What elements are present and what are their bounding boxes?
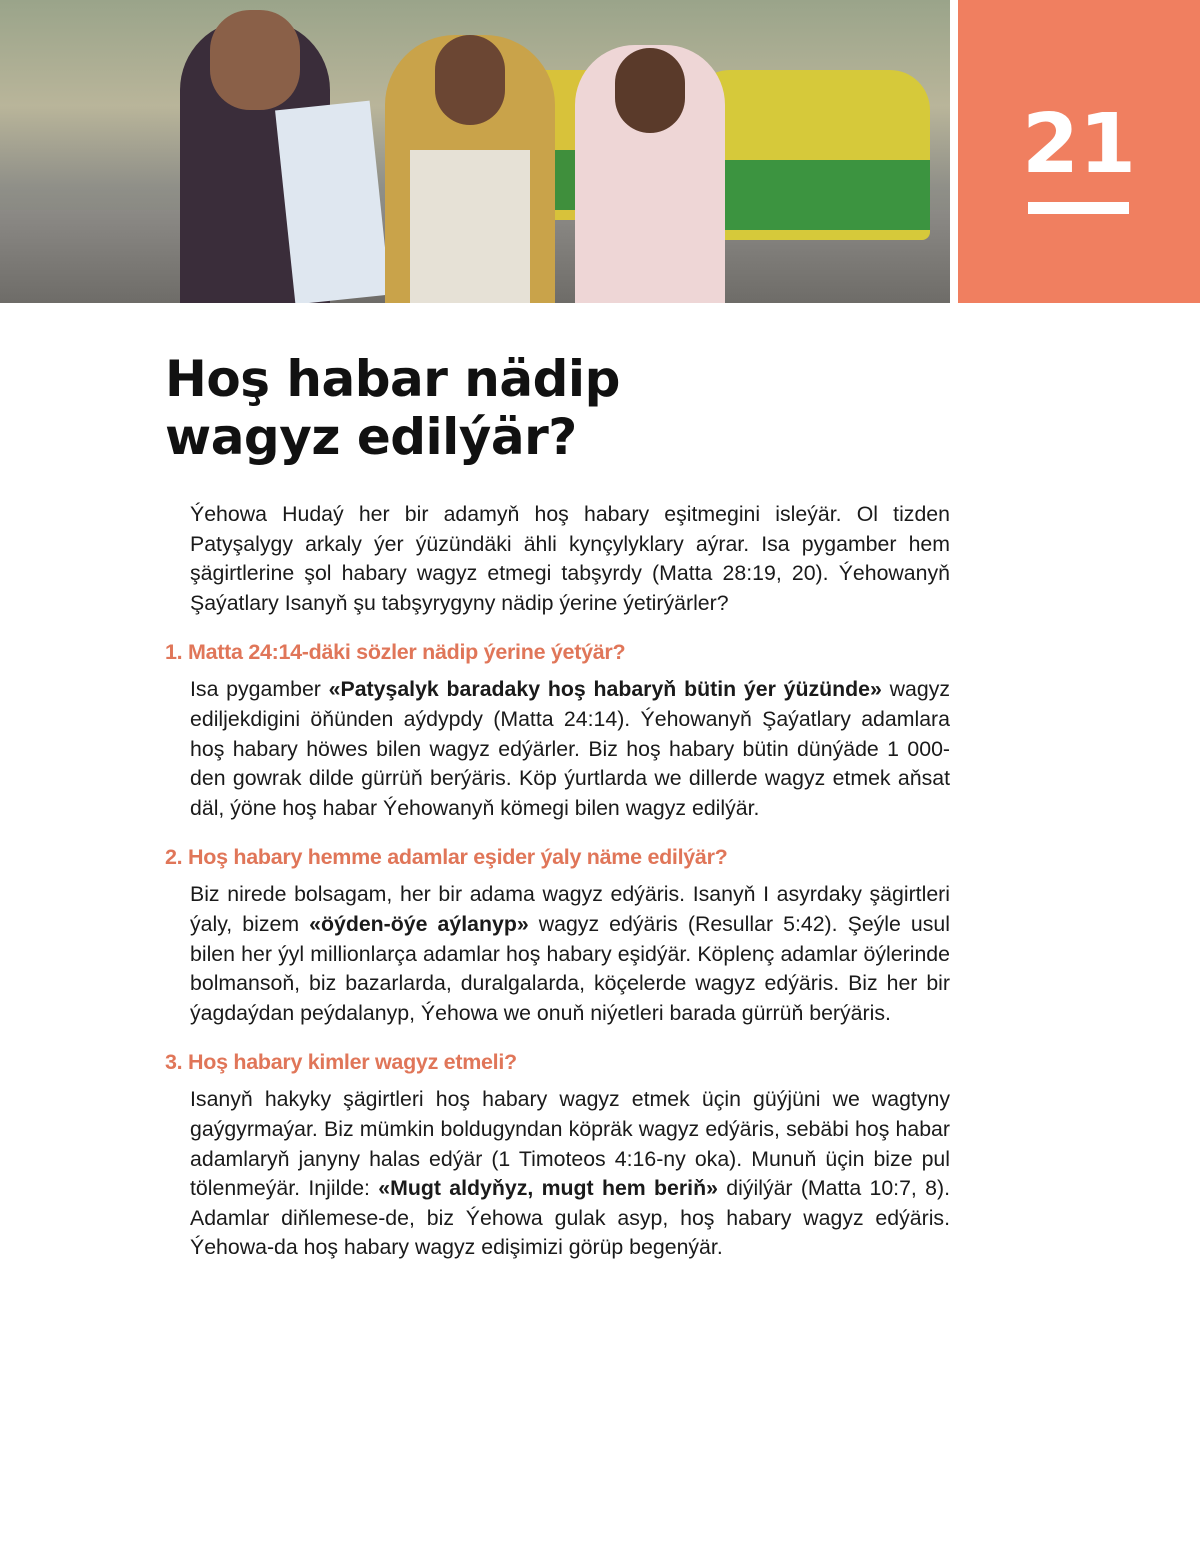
answer-text: diýilýär (Matta 10:7, 8). Adamlar diňlemese-de, biz Ýehowa gulak asyp, hoş habary wagyz edýäris. Ýehowa-da hoş habary wagyz edişimizi görüp begenýär.: [190, 1176, 950, 1260]
emphasized-quote: «Patyşalyk baradaky hoş habaryň bütin ýer ýüzünde»: [328, 677, 882, 702]
answer-text: wagyz ediljekdigini öňünden aýdypdy (Matta 24:14). Ýehowanyň Şaýatlary adamlara hoş habary höwes bilen wagyz edýärler. Biz hoş habary bütin dünýäde 1 000-den gowrak dilde gürrüň berýäris. Köp ýurtlarda we dillerde wagyz etmek aňsat däl, ýöne hoş habar Ýehowanyň kömegi bilen wagyz edilýär.: [190, 677, 950, 820]
section-question: 1. Matta 24:14-däki sözler nädip ýerine ýetýär?: [165, 640, 626, 665]
person-dress: [410, 150, 530, 303]
answer-text: Isanyň hakyky şägirtleri hoş habary wagyz etmek üçin güýjüni we wagtyny gaýgyrmaýar. Biz mümkin boldugyndan köpräk wagyz edýäris, sebäbi hoş habar adamlaryň janyny halas edýär (1 Timoteos 4:16-ny oka). Munuň üçin bize pul tölenmeýär. Injilde:: [190, 1087, 950, 1201]
section-answer: [190, 675, 950, 823]
answer-text: wagyz edýäris (Resullar 5:42). Şeýle usul bilen her ýyl millionlarça adamlar hoş habary eşidýär. Köplenç adamlar öýlerinde bolmansoň, biz bazarlarda, duralgalarda, köçelerde wagyz edýäris. Biz her bir ýagdaýdan peýdalanyp, Ýehowa we onuň niýetleri barada gürrüň berýäris.: [190, 911, 950, 1025]
section-question: 2. Hoş habary hemme adamlar eşider ýaly näme edilýär?: [165, 845, 728, 870]
literature-cart-sign: [275, 101, 390, 303]
person-head: [615, 48, 685, 133]
section-answer: [190, 880, 950, 1028]
person-head: [210, 10, 300, 110]
person-head: [435, 35, 505, 125]
lesson-number: 21: [1021, 97, 1137, 192]
emphasized-quote: «Mugt aldyňyz, mugt hem beriň»: [378, 1176, 718, 1201]
answer-text: Isa pygamber: [190, 677, 329, 702]
intro-paragraph: Ýehowa Hudaý her bir adamyň hoş habary eşitmegini isleýär. Ol tizden Patyşalygy arkaly ýer ýüzündäki ähli kynçylyklary aýrar. Isa pygamber hem şägirtlerine şol habary wagyz etmegi tabşyrdy (Matta 28:19, 20). Ýehowanyň Şaýatlary Isanyň şu tabşyrygyny nädip ýerine ýetirýärler?: [190, 502, 950, 615]
lesson-number-badge: [958, 0, 1200, 303]
answer-text: Biz nirede bolsagam, her bir adama wagyz edýäris. Isanyň I asyrdaky şägirtleri ýaly, bizem: [190, 882, 950, 936]
rickshaw-body: [690, 160, 930, 230]
badge-underline: [1028, 202, 1129, 214]
header-photo: [0, 0, 950, 303]
emphasized-quote: «öýden-öýe aýlanyp»: [309, 911, 529, 936]
lesson-content: [165, 500, 950, 1283]
sections: [165, 638, 950, 1263]
title-line-2: wagyz edilýär?: [165, 408, 577, 466]
section-question: 3. Hoş habary kimler wagyz etmeli?: [165, 1050, 517, 1075]
section-answer: [190, 1085, 950, 1263]
title-line-1: Hoş habar nädip: [165, 350, 620, 408]
page-title: [165, 350, 865, 466]
